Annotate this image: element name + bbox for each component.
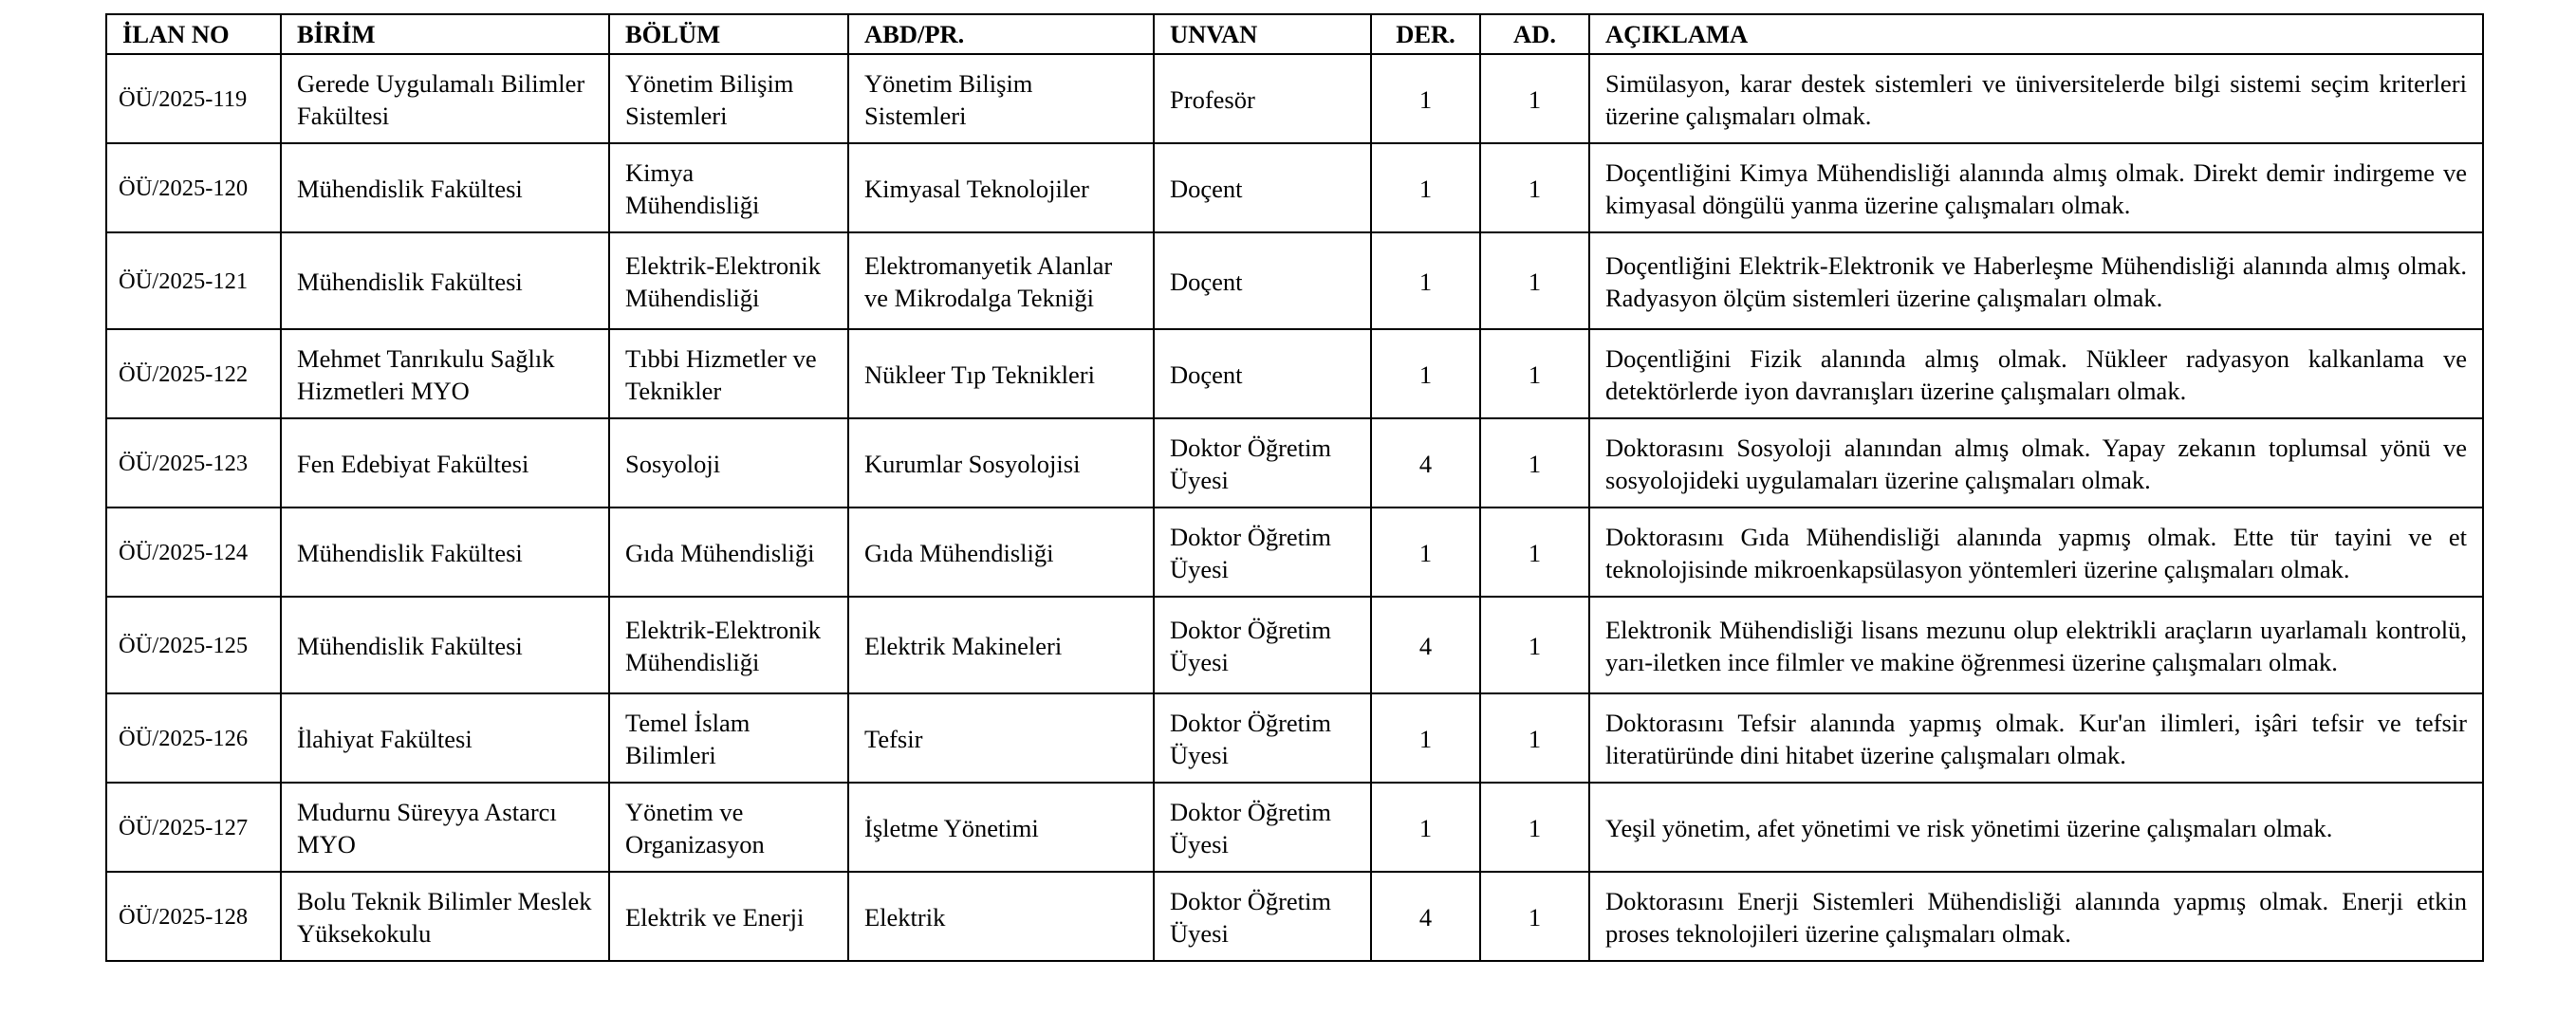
cell-ilan-no: ÖÜ/2025-123 — [106, 418, 281, 508]
cell-bolum: Sosyoloji — [609, 418, 848, 508]
cell-der: 4 — [1371, 597, 1480, 693]
header-birim: BİRİM — [281, 14, 609, 54]
cell-abd: Yönetim Bilişim Sistemleri — [848, 54, 1154, 143]
cell-der: 1 — [1371, 508, 1480, 597]
cell-aciklama: Doçentliğini Elektrik-Elektronik ve Haberleşme Mühendisliği alanında almış olmak. Radyasyon ölçüm sistemleri üzerine çalışmaları olmak. — [1589, 232, 2483, 329]
cell-ilan-no: ÖÜ/2025-127 — [106, 783, 281, 872]
table-row — [106, 783, 2483, 872]
cell-bolum: Temel İslam Bilimleri — [609, 693, 848, 783]
cell-unvan: Doktor Öğretim Üyesi — [1154, 872, 1371, 961]
announcement-sheet — [105, 13, 2484, 962]
cell-birim: Mühendislik Fakültesi — [281, 232, 609, 329]
cell-aciklama: Simülasyon, karar destek sistemleri ve üniversitelerde bilgi sistemi seçim kriterleri üzerine çalışmaları olmak. — [1589, 54, 2483, 143]
cell-ad: 1 — [1480, 597, 1589, 693]
cell-aciklama: Doçentliğini Fizik alanında almış olmak. Nükleer radyasyon kalkanlama ve detektörlerde iyon davranışları üzerine çalışmaları olmak. — [1589, 329, 2483, 418]
cell-birim: Fen Edebiyat Fakültesi — [281, 418, 609, 508]
cell-bolum: Gıda Mühendisliği — [609, 508, 848, 597]
cell-unvan: Doktor Öğretim Üyesi — [1154, 597, 1371, 693]
cell-birim: Gerede Uygulamalı Bilimler Fakültesi — [281, 54, 609, 143]
cell-der: 1 — [1371, 693, 1480, 783]
cell-ad: 1 — [1480, 232, 1589, 329]
table-row — [106, 143, 2483, 232]
cell-bolum: Elektrik ve Enerji — [609, 872, 848, 961]
cell-der: 1 — [1371, 783, 1480, 872]
cell-der: 1 — [1371, 143, 1480, 232]
cell-aciklama: Doktorasını Sosyoloji alanından almış olmak. Yapay zekanın toplumsal yönü ve sosyolojideki uygulamaları üzerine çalışmaları olmak. — [1589, 418, 2483, 508]
cell-unvan: Doktor Öğretim Üyesi — [1154, 508, 1371, 597]
cell-ad: 1 — [1480, 693, 1589, 783]
cell-ad: 1 — [1480, 329, 1589, 418]
cell-unvan: Doktor Öğretim Üyesi — [1154, 693, 1371, 783]
faculty-positions-table — [105, 13, 2484, 962]
cell-ilan-no: ÖÜ/2025-125 — [106, 597, 281, 693]
cell-bolum: Elektrik-Elektronik Mühendisliği — [609, 597, 848, 693]
header-ilan-no: İLAN NO — [106, 14, 281, 54]
header-abd: ABD/PR. — [848, 14, 1154, 54]
cell-birim: Mudurnu Süreyya Astarcı MYO — [281, 783, 609, 872]
cell-abd: Nükleer Tıp Teknikleri — [848, 329, 1154, 418]
cell-unvan: Profesör — [1154, 54, 1371, 143]
cell-bolum: Kimya Mühendisliği — [609, 143, 848, 232]
cell-abd: Elektrik Makineleri — [848, 597, 1154, 693]
table-row — [106, 508, 2483, 597]
cell-aciklama: Doktorasını Tefsir alanında yapmış olmak. Kur'an ilimleri, işâri tefsir ve tefsir literatüründe dini hitabet üzerine çalışmaları olmak. — [1589, 693, 2483, 783]
cell-abd: Kurumlar Sosyolojisi — [848, 418, 1154, 508]
table-row — [106, 54, 2483, 143]
cell-ilan-no: ÖÜ/2025-120 — [106, 143, 281, 232]
cell-ad: 1 — [1480, 143, 1589, 232]
cell-birim: Mühendislik Fakültesi — [281, 143, 609, 232]
cell-birim: Bolu Teknik Bilimler Meslek Yüksekokulu — [281, 872, 609, 961]
table-row — [106, 872, 2483, 961]
cell-ad: 1 — [1480, 418, 1589, 508]
cell-der: 1 — [1371, 329, 1480, 418]
cell-ad: 1 — [1480, 508, 1589, 597]
cell-aciklama: Doktorasını Enerji Sistemleri Mühendisliği alanında yapmış olmak. Enerji etkin proses teknolojileri üzerine çalışmaları olmak. — [1589, 872, 2483, 961]
cell-abd: Kimyasal Teknolojiler — [848, 143, 1154, 232]
cell-der: 4 — [1371, 872, 1480, 961]
cell-unvan: Doçent — [1154, 143, 1371, 232]
table-row — [106, 329, 2483, 418]
cell-ilan-no: ÖÜ/2025-121 — [106, 232, 281, 329]
header-unvan: UNVAN — [1154, 14, 1371, 54]
cell-der: 4 — [1371, 418, 1480, 508]
cell-ad: 1 — [1480, 54, 1589, 143]
cell-der: 1 — [1371, 54, 1480, 143]
table-body — [106, 54, 2483, 961]
cell-unvan: Doçent — [1154, 232, 1371, 329]
header-aciklama: AÇIKLAMA — [1589, 14, 2483, 54]
cell-aciklama: Doktorasını Gıda Mühendisliği alanında yapmış olmak. Ette tür tayini ve et teknolojisinde mikroenkapsülasyon yöntemleri üzerine çalışmaları olmak. — [1589, 508, 2483, 597]
cell-aciklama: Elektronik Mühendisliği lisans mezunu olup elektrikli araçların uyarlamalı kontrolü, yarı-iletken ince filmler ve makine öğrenmesi üzerine çalışmaları olmak. — [1589, 597, 2483, 693]
cell-aciklama: Doçentliğini Kimya Mühendisliği alanında almış olmak. Direkt demir indirgeme ve kimyasal döngülü yanma üzerine çalışmaları olmak. — [1589, 143, 2483, 232]
cell-aciklama: Yeşil yönetim, afet yönetimi ve risk yönetimi üzerine çalışmaları olmak. — [1589, 783, 2483, 872]
table-row — [106, 693, 2483, 783]
header-ad: AD. — [1480, 14, 1589, 54]
cell-abd: Elektromanyetik Alanlar ve Mikrodalga Tekniği — [848, 232, 1154, 329]
table-row — [106, 597, 2483, 693]
cell-abd: İşletme Yönetimi — [848, 783, 1154, 872]
cell-ilan-no: ÖÜ/2025-128 — [106, 872, 281, 961]
cell-bolum: Tıbbi Hizmetler ve Teknikler — [609, 329, 848, 418]
header-der: DER. — [1371, 14, 1480, 54]
cell-ilan-no: ÖÜ/2025-119 — [106, 54, 281, 143]
cell-ilan-no: ÖÜ/2025-122 — [106, 329, 281, 418]
cell-ilan-no: ÖÜ/2025-126 — [106, 693, 281, 783]
cell-birim: Mühendislik Fakültesi — [281, 508, 609, 597]
cell-abd: Tefsir — [848, 693, 1154, 783]
cell-abd: Elektrik — [848, 872, 1154, 961]
cell-bolum: Yönetim ve Organizasyon — [609, 783, 848, 872]
cell-unvan: Doktor Öğretim Üyesi — [1154, 783, 1371, 872]
table-row — [106, 418, 2483, 508]
cell-bolum: Yönetim Bilişim Sistemleri — [609, 54, 848, 143]
cell-ilan-no: ÖÜ/2025-124 — [106, 508, 281, 597]
table-row — [106, 232, 2483, 329]
cell-unvan: Doçent — [1154, 329, 1371, 418]
table-header-row — [106, 14, 2483, 54]
header-bolum: BÖLÜM — [609, 14, 848, 54]
cell-birim: İlahiyat Fakültesi — [281, 693, 609, 783]
cell-birim: Mehmet Tanrıkulu Sağlık Hizmetleri MYO — [281, 329, 609, 418]
cell-birim: Mühendislik Fakültesi — [281, 597, 609, 693]
cell-unvan: Doktor Öğretim Üyesi — [1154, 418, 1371, 508]
cell-der: 1 — [1371, 232, 1480, 329]
cell-ad: 1 — [1480, 872, 1589, 961]
cell-abd: Gıda Mühendisliği — [848, 508, 1154, 597]
cell-ad: 1 — [1480, 783, 1589, 872]
cell-bolum: Elektrik-Elektronik Mühendisliği — [609, 232, 848, 329]
